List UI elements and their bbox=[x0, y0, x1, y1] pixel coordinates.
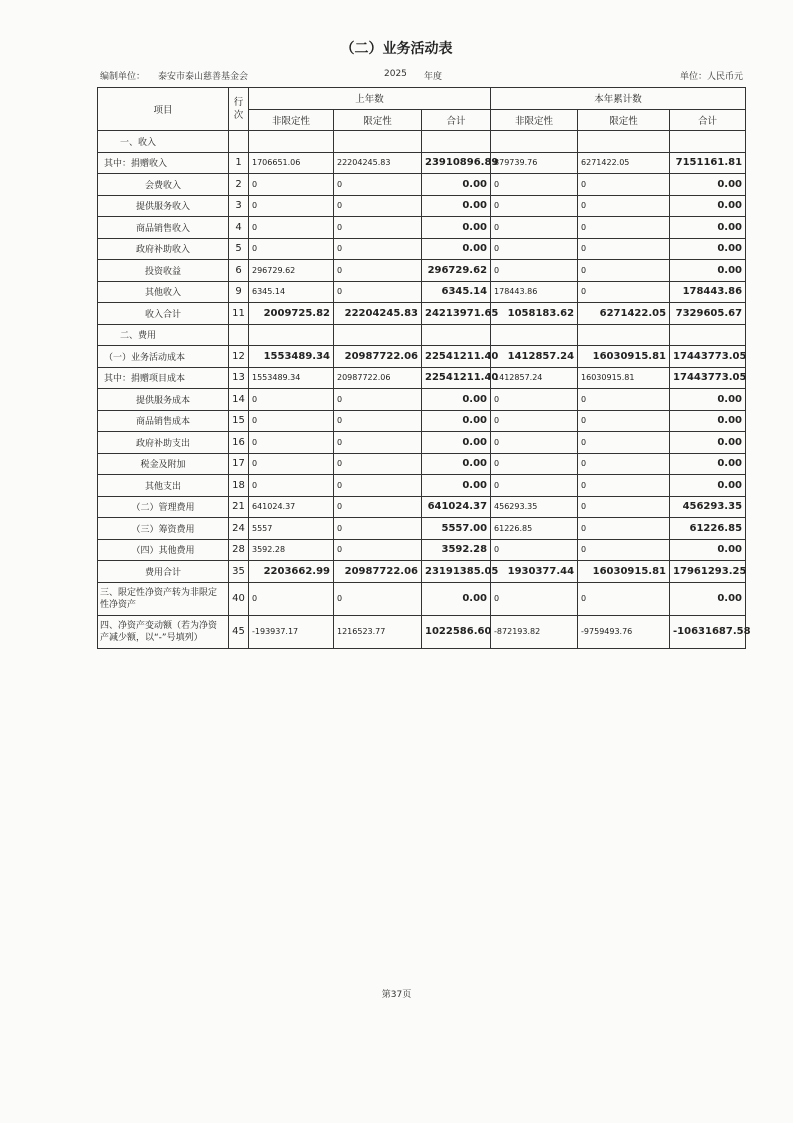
table-row bbox=[98, 582, 746, 615]
row-value: 456293.35 bbox=[491, 496, 578, 518]
row-value: 0 bbox=[249, 238, 334, 260]
row-line: 6 bbox=[229, 260, 249, 282]
row-value: 0.00 bbox=[422, 238, 491, 260]
row-value: 0.00 bbox=[670, 410, 746, 432]
table-row bbox=[98, 432, 746, 454]
row-item: 其他收入 bbox=[98, 281, 229, 303]
header-prev-total: 合计 bbox=[422, 109, 491, 131]
row-value: 0 bbox=[578, 238, 670, 260]
table-row bbox=[98, 496, 746, 518]
row-value: 178443.86 bbox=[491, 281, 578, 303]
row-value: 0 bbox=[249, 410, 334, 432]
header-prev-restricted: 限定性 bbox=[334, 109, 422, 131]
row-item: （四）其他费用 bbox=[98, 539, 229, 561]
row-value bbox=[249, 131, 334, 153]
header-curr-unrestricted: 非限定性 bbox=[491, 109, 578, 131]
row-value: 6271422.05 bbox=[578, 303, 670, 325]
row-value: 0.00 bbox=[670, 195, 746, 217]
page-title: （二）业务活动表 bbox=[340, 41, 453, 57]
row-value: 0.00 bbox=[422, 195, 491, 217]
row-value: 22204245.83 bbox=[334, 303, 422, 325]
row-value: 0.00 bbox=[670, 260, 746, 282]
row-value: 0.00 bbox=[422, 475, 491, 497]
row-value: 0 bbox=[249, 582, 334, 615]
table-row bbox=[98, 195, 746, 217]
row-line: 17 bbox=[229, 453, 249, 475]
row-value: 2009725.82 bbox=[249, 303, 334, 325]
row-item: （二）管理费用 bbox=[98, 496, 229, 518]
row-value: 0 bbox=[491, 389, 578, 411]
row-line: 35 bbox=[229, 561, 249, 583]
row-item: 二、费用 bbox=[98, 324, 229, 346]
row-value: 0 bbox=[491, 260, 578, 282]
table-row bbox=[98, 174, 746, 196]
row-value: 0 bbox=[334, 281, 422, 303]
row-value: -872193.82 bbox=[491, 615, 578, 648]
row-value: 1216523.77 bbox=[334, 615, 422, 648]
row-value: 0 bbox=[491, 410, 578, 432]
row-value: 0 bbox=[491, 195, 578, 217]
row-line: 18 bbox=[229, 475, 249, 497]
row-value: 0.00 bbox=[670, 432, 746, 454]
row-value: 0 bbox=[578, 539, 670, 561]
row-value: 0 bbox=[578, 432, 670, 454]
row-value: 1022586.60 bbox=[422, 615, 491, 648]
row-value: 16030915.81 bbox=[578, 561, 670, 583]
row-value: 0 bbox=[491, 432, 578, 454]
row-value: 0 bbox=[249, 174, 334, 196]
row-value: 0 bbox=[578, 389, 670, 411]
row-value: 0 bbox=[334, 389, 422, 411]
row-value: 1412857.24 bbox=[491, 367, 578, 389]
row-value: 0 bbox=[578, 281, 670, 303]
row-value: 6345.14 bbox=[422, 281, 491, 303]
row-value: 1553489.34 bbox=[249, 346, 334, 368]
row-line: 14 bbox=[229, 389, 249, 411]
row-value: 20987722.06 bbox=[334, 346, 422, 368]
row-value bbox=[670, 131, 746, 153]
table-row bbox=[98, 389, 746, 411]
header-curr-year: 本年累计数 bbox=[491, 88, 746, 110]
row-item: 一、收入 bbox=[98, 131, 229, 153]
row-line: 21 bbox=[229, 496, 249, 518]
row-value: 0 bbox=[334, 518, 422, 540]
row-line: 15 bbox=[229, 410, 249, 432]
table-row bbox=[98, 367, 746, 389]
row-value: 0 bbox=[334, 260, 422, 282]
row-item: 提供服务成本 bbox=[98, 389, 229, 411]
row-value: 5557 bbox=[249, 518, 334, 540]
table-row bbox=[98, 131, 746, 153]
row-value: 0.00 bbox=[670, 217, 746, 239]
row-item: 其中：捐赠收入 bbox=[98, 152, 229, 174]
row-value: 0 bbox=[491, 582, 578, 615]
row-value: 0 bbox=[578, 410, 670, 432]
row-line: 45 bbox=[229, 615, 249, 648]
row-value: 23191385.05 bbox=[422, 561, 491, 583]
row-item: 投资收益 bbox=[98, 260, 229, 282]
table-row bbox=[98, 453, 746, 475]
row-value: 641024.37 bbox=[422, 496, 491, 518]
row-value bbox=[422, 324, 491, 346]
row-value: 879739.76 bbox=[491, 152, 578, 174]
row-item: 商品销售收入 bbox=[98, 217, 229, 239]
row-value: 0.00 bbox=[670, 582, 746, 615]
header-prev-unrestricted: 非限定性 bbox=[249, 109, 334, 131]
row-value: 0 bbox=[334, 238, 422, 260]
row-value: 0 bbox=[578, 217, 670, 239]
row-line bbox=[229, 324, 249, 346]
header-curr-restricted: 限定性 bbox=[578, 109, 670, 131]
row-value: 0 bbox=[578, 582, 670, 615]
row-value: 0.00 bbox=[422, 217, 491, 239]
table-row bbox=[98, 539, 746, 561]
row-line: 11 bbox=[229, 303, 249, 325]
row-line: 1 bbox=[229, 152, 249, 174]
report-year: 2025 bbox=[384, 69, 407, 79]
row-value bbox=[578, 324, 670, 346]
row-line: 3 bbox=[229, 195, 249, 217]
table-row bbox=[98, 561, 746, 583]
row-value: 1058183.62 bbox=[491, 303, 578, 325]
table-row bbox=[98, 152, 746, 174]
row-value: 641024.37 bbox=[249, 496, 334, 518]
row-value: 0.00 bbox=[670, 453, 746, 475]
table-row bbox=[98, 260, 746, 282]
row-value: 0 bbox=[334, 496, 422, 518]
row-value: 0 bbox=[249, 217, 334, 239]
row-item: 商品销售成本 bbox=[98, 410, 229, 432]
row-item: 收入合计 bbox=[98, 303, 229, 325]
row-value: 0 bbox=[578, 260, 670, 282]
row-value: 0.00 bbox=[670, 238, 746, 260]
activity-table bbox=[97, 87, 751, 649]
row-item: 三、限定性净资产转为非限定性净资产 bbox=[98, 582, 229, 615]
currency-unit: 单位：人民币元 bbox=[680, 72, 744, 82]
row-value: -9759493.76 bbox=[578, 615, 670, 648]
row-value: 0.00 bbox=[670, 174, 746, 196]
row-value: 22541211.40 bbox=[422, 346, 491, 368]
row-item: 会费收入 bbox=[98, 174, 229, 196]
row-value: 456293.35 bbox=[670, 496, 746, 518]
header-prev-year: 上年数 bbox=[249, 88, 491, 110]
row-value: 61226.85 bbox=[491, 518, 578, 540]
row-value bbox=[491, 324, 578, 346]
row-value: 20987722.06 bbox=[334, 367, 422, 389]
table-row bbox=[98, 475, 746, 497]
row-value: 61226.85 bbox=[670, 518, 746, 540]
row-line: 13 bbox=[229, 367, 249, 389]
row-line: 2 bbox=[229, 174, 249, 196]
row-value: 0 bbox=[249, 475, 334, 497]
row-value: 0 bbox=[334, 432, 422, 454]
row-value bbox=[334, 131, 422, 153]
row-value: 0.00 bbox=[422, 389, 491, 411]
row-value: 296729.62 bbox=[422, 260, 491, 282]
row-value: 1706651.06 bbox=[249, 152, 334, 174]
row-value: 0 bbox=[334, 453, 422, 475]
header-item: 项目 bbox=[98, 88, 229, 131]
table-row bbox=[98, 410, 746, 432]
row-value: 5557.00 bbox=[422, 518, 491, 540]
row-value: 3592.28 bbox=[422, 539, 491, 561]
row-value bbox=[670, 324, 746, 346]
row-value: 0 bbox=[578, 174, 670, 196]
table-row bbox=[98, 238, 746, 260]
row-value: 6345.14 bbox=[249, 281, 334, 303]
row-value: 0 bbox=[578, 453, 670, 475]
row-value: 0.00 bbox=[670, 389, 746, 411]
row-value: 0 bbox=[334, 410, 422, 432]
row-value: 0 bbox=[491, 453, 578, 475]
row-value: 16030915.81 bbox=[578, 367, 670, 389]
table-body bbox=[98, 131, 751, 649]
unit-label: 编制单位： bbox=[100, 72, 146, 82]
row-item: （一）业务活动成本 bbox=[98, 346, 229, 368]
table-row bbox=[98, 518, 746, 540]
row-value: 1553489.34 bbox=[249, 367, 334, 389]
row-value: 0 bbox=[334, 582, 422, 615]
row-value: 1412857.24 bbox=[491, 346, 578, 368]
row-value: 22541211.40 bbox=[422, 367, 491, 389]
row-value: 0 bbox=[491, 539, 578, 561]
row-value: 0 bbox=[578, 518, 670, 540]
row-value: 0 bbox=[491, 238, 578, 260]
row-value: 17961293.25 bbox=[670, 561, 746, 583]
row-item: 其中：捐赠项目成本 bbox=[98, 367, 229, 389]
row-line: 40 bbox=[229, 582, 249, 615]
row-value: 0.00 bbox=[422, 453, 491, 475]
row-value: 20987722.06 bbox=[334, 561, 422, 583]
table-row bbox=[98, 217, 746, 239]
row-value: 22204245.83 bbox=[334, 152, 422, 174]
row-line: 28 bbox=[229, 539, 249, 561]
unit-name: 泰安市泰山慈善基金会 bbox=[158, 72, 249, 82]
row-value: 0 bbox=[334, 217, 422, 239]
row-value: 0 bbox=[334, 539, 422, 561]
row-value: -193937.17 bbox=[249, 615, 334, 648]
row-value: 0 bbox=[334, 174, 422, 196]
row-line: 12 bbox=[229, 346, 249, 368]
row-value: 17443773.05 bbox=[670, 367, 746, 389]
row-value bbox=[491, 131, 578, 153]
row-value: 178443.86 bbox=[670, 281, 746, 303]
row-value: 0.00 bbox=[670, 475, 746, 497]
table-row bbox=[98, 303, 746, 325]
row-value: 296729.62 bbox=[249, 260, 334, 282]
row-value: 0 bbox=[249, 453, 334, 475]
row-value: 0 bbox=[249, 432, 334, 454]
row-value: 0 bbox=[249, 195, 334, 217]
row-value: 0.00 bbox=[670, 539, 746, 561]
row-line bbox=[229, 131, 249, 153]
row-value: 0 bbox=[491, 174, 578, 196]
row-value: 0.00 bbox=[422, 410, 491, 432]
table-row bbox=[98, 324, 746, 346]
row-value: 0 bbox=[491, 217, 578, 239]
row-value: 1930377.44 bbox=[491, 561, 578, 583]
row-value bbox=[578, 131, 670, 153]
row-value: 0 bbox=[249, 389, 334, 411]
row-item: 费用合计 bbox=[98, 561, 229, 583]
row-value: 0.00 bbox=[422, 582, 491, 615]
row-value bbox=[334, 324, 422, 346]
row-value: 7329605.67 bbox=[670, 303, 746, 325]
page-number: 第37页 bbox=[381, 990, 412, 1000]
row-value: 6271422.05 bbox=[578, 152, 670, 174]
row-value: 0 bbox=[578, 475, 670, 497]
row-value: 0.00 bbox=[422, 174, 491, 196]
row-item: 政府补助支出 bbox=[98, 432, 229, 454]
row-item: 政府补助收入 bbox=[98, 238, 229, 260]
table-row bbox=[98, 346, 746, 368]
row-item: 其他支出 bbox=[98, 475, 229, 497]
row-value: 0.00 bbox=[422, 432, 491, 454]
row-line: 5 bbox=[229, 238, 249, 260]
row-line: 24 bbox=[229, 518, 249, 540]
row-item: 税金及附加 bbox=[98, 453, 229, 475]
table-row bbox=[98, 615, 746, 648]
row-item: 四、净资产变动额（若为净资产减少额，以“-”号填列） bbox=[98, 615, 229, 648]
row-value: 23910896.89 bbox=[422, 152, 491, 174]
row-value: 24213971.65 bbox=[422, 303, 491, 325]
row-value: 2203662.99 bbox=[249, 561, 334, 583]
row-value: 16030915.81 bbox=[578, 346, 670, 368]
row-item: 提供服务收入 bbox=[98, 195, 229, 217]
table-row bbox=[98, 281, 746, 303]
row-line: 4 bbox=[229, 217, 249, 239]
row-value bbox=[422, 131, 491, 153]
row-value: 0 bbox=[334, 475, 422, 497]
row-value: 0 bbox=[491, 475, 578, 497]
year-suffix: 年度 bbox=[424, 72, 443, 82]
row-value: 0 bbox=[578, 496, 670, 518]
row-item: （三）筹资费用 bbox=[98, 518, 229, 540]
row-value: 0 bbox=[578, 195, 670, 217]
row-line: 9 bbox=[229, 281, 249, 303]
row-value bbox=[249, 324, 334, 346]
row-value: 17443773.05 bbox=[670, 346, 746, 368]
row-value: 3592.28 bbox=[249, 539, 334, 561]
row-value: 7151161.81 bbox=[670, 152, 746, 174]
header-curr-total: 合计 bbox=[670, 109, 746, 131]
row-value: -10631687.58 bbox=[670, 615, 746, 648]
row-line: 16 bbox=[229, 432, 249, 454]
row-value: 0 bbox=[334, 195, 422, 217]
header-line: 行次 bbox=[229, 88, 249, 131]
